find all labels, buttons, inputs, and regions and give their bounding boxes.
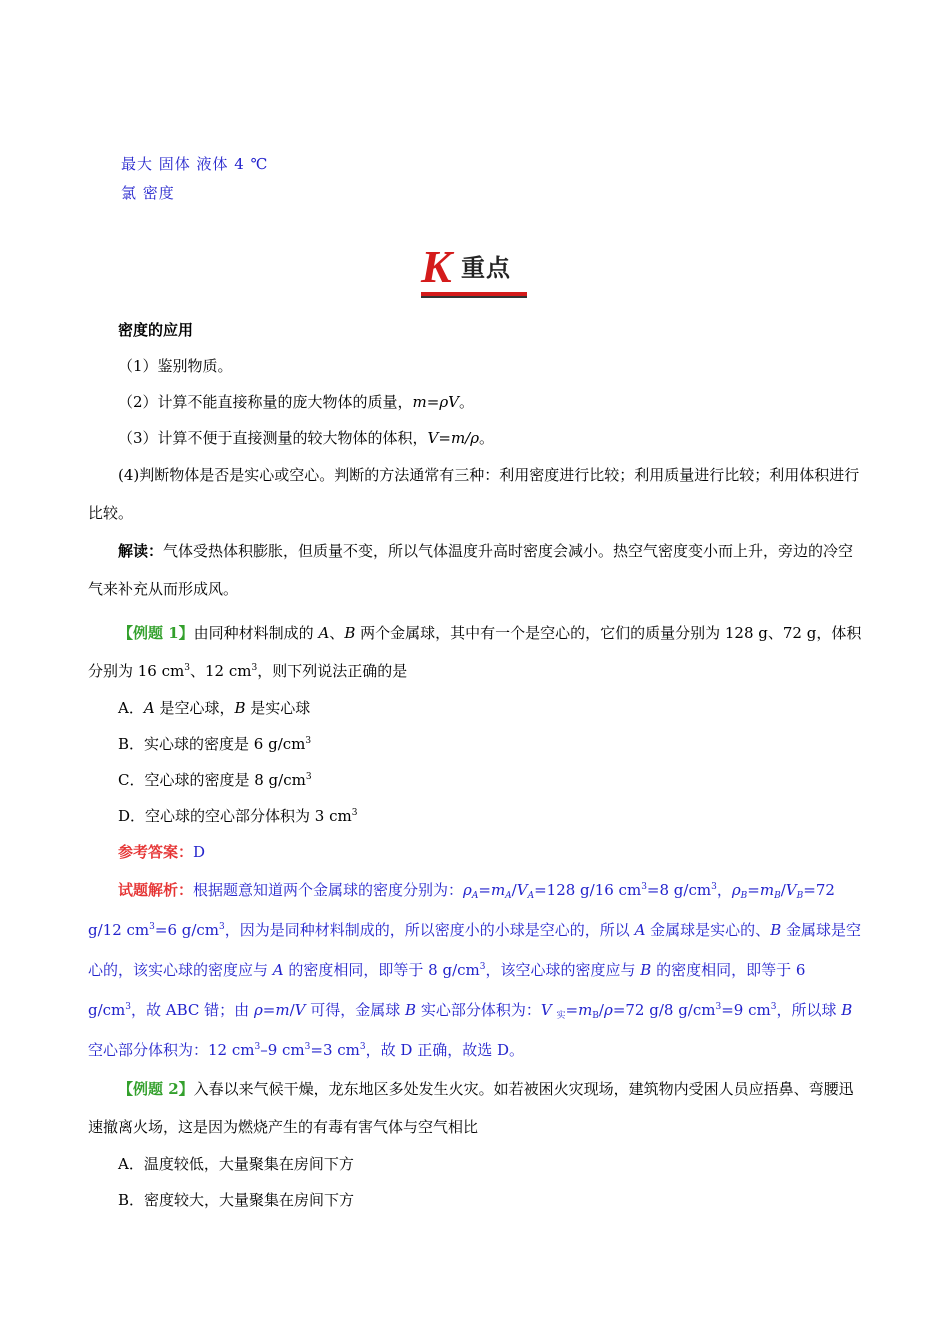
example-2-stem: 【例题 2】入春以来气候干燥，龙东地区多处发生火灾。如若被困火灾现场，建筑物内受困人员应捂鼻、弯腰迅速撤离火场，这是因为燃烧产生的有毒有害气体与空气相比 — [88, 1080, 854, 1136]
example-2-option-b: B．密度较大，大量聚集在房间下方 — [118, 1191, 355, 1209]
example-1-option-a: A．A 是空心球，B 是实心球 — [118, 699, 311, 717]
banner-word: 重点 — [461, 254, 511, 282]
answer-line-1: 最大 固体 液体 4 ℃ — [121, 155, 269, 173]
interpretation-label: 解读： — [118, 542, 164, 560]
list-item-3: （3）计算不便于直接测量的较大物体的体积，V=m/ρ。 — [118, 429, 495, 447]
list-item-1: （1）鉴别物质。 — [118, 357, 233, 375]
main-content — [88, 312, 866, 1218]
answer-line-2: 氯 密度 — [121, 184, 175, 202]
example-1-option-c: C．空心球的密度是 8 $g/cm^3$ — [118, 771, 312, 789]
list-item-4: (4)判断物体是否是实心或空心。判断的方法通常有三种：利用密度进行比较；利用质量进行比较；利用体积进行比较。 — [88, 466, 860, 522]
list-item-2: （2）计算不能直接称量的庞大物体的质量，m=ρV。 — [118, 393, 475, 411]
example-1-label: 【例题 1】 — [118, 624, 194, 642]
banner-underline-shadow — [421, 296, 527, 298]
analysis-label: 试题解析： — [118, 881, 194, 899]
example-1-stem: 【例题 1】由同种材料制成的 A、B 两个金属球，其中有一个是空心的，它们的质量分别为 128 g、72 g，体积分别为 16 $cm^3$、12 $cm^3$，则下列说法正确的是 — [88, 624, 862, 680]
example-1-option-d: D．空心球的空心部分体积为 3 $cm^3$ — [118, 807, 358, 825]
section-title: 密度的应用 — [118, 321, 194, 339]
answer-label: 参考答案： — [118, 843, 194, 861]
example-2-label: 【例题 2】 — [118, 1080, 194, 1098]
example-1-analysis: 试题解析：根据题意知道两个金属球的密度分别为：$\rho_A=m_A/V_A=128$ g/16 $cm^3=8$ $g/cm^3$，$\rho_B=m_B/V_B=72$ g/12 $cm^3=6$ $g/cm^3$，因为是同种材料制成的，所以密度小的小球是空心的，所以 A 金属球是实心的、B 金属球是空心的，该实心球的密度应与 A 的密度相同，即等于 8 $g/cm^3$，该空心球的密度应与 B 的密度相同，即等于 6 $g/cm^3$，故 ABC 错；由 ρ=m/V 可得，金属球 B 实心部分体积为：V $_实=m_B/\rho=72$ g/8 $g/cm^3=9$ $cm^3$，所以球 B 空心部分体积为：12 $cm^3-9$ $cm^3=3$ $cm^3$，故 D 正确，故选 D。 — [88, 881, 861, 1059]
example-1-option-b: B．实心球的密度是 6 $g/cm^3$ — [118, 735, 312, 753]
answer-key — [121, 150, 268, 208]
interpretation: 解读：气体受热体积膨胀，但质量不变，所以气体温度升高时密度会减小。热空气密度变小而上升，旁边的冷空气来补充从而形成风。 — [88, 542, 854, 598]
example-2-option-a: A．温度较低，大量聚集在房间下方 — [118, 1155, 354, 1173]
example-1-answer: 参考答案：D — [118, 843, 206, 861]
key-points-banner — [421, 242, 527, 300]
banner-letter: K — [421, 241, 452, 292]
